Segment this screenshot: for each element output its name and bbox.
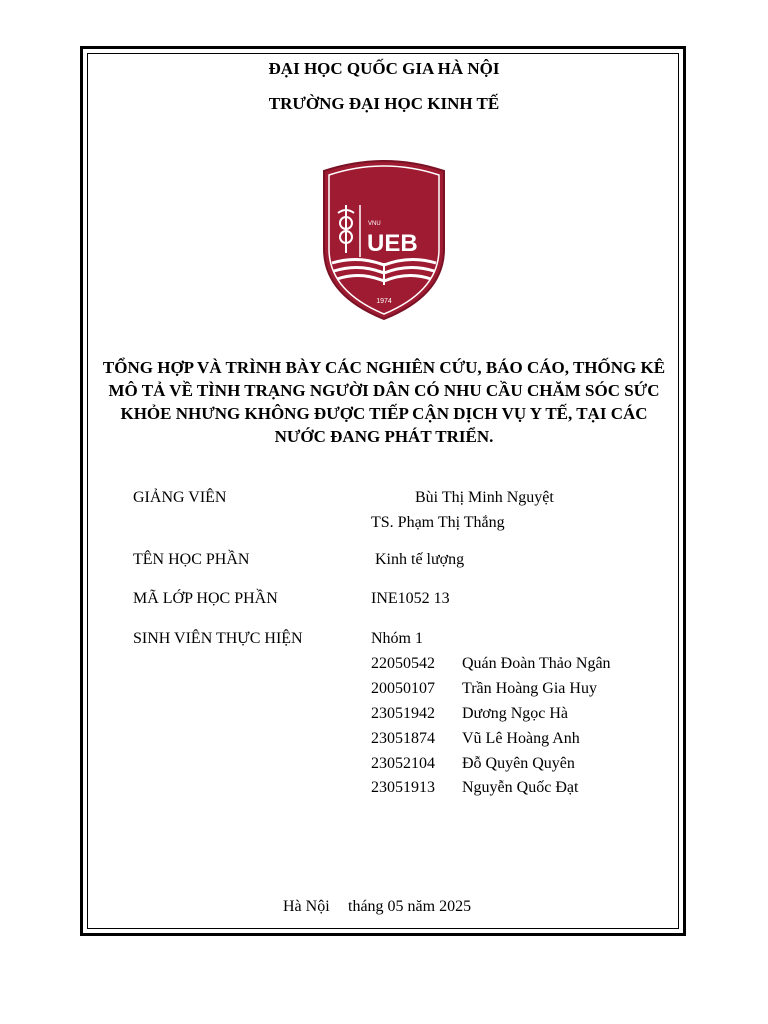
logo-vnu-text: VNU [368, 221, 381, 227]
logo-year-text: 1974 [376, 298, 392, 305]
school-name: TRƯỜNG ĐẠI HỌC KINH TẾ [268, 94, 500, 113]
student-id: 23052104 [371, 755, 435, 772]
student-name: Trần Hoàng Gia Huy [462, 680, 597, 697]
report-title [0, 356, 768, 448]
logo-ueb-text: UEB [367, 230, 418, 257]
title-line: MÔ TẢ VỀ TÌNH TRẠNG NGƯỜI DÂN CÓ NHU CẦU CHĂM SÓC SỨC [108, 381, 660, 400]
student-name: Quán Đoàn Thảo Ngân [462, 655, 611, 672]
university-name: ĐẠI HỌC QUỐC GIA HÀ NỘI [268, 59, 500, 78]
student-id: 23051942 [371, 705, 435, 722]
footer-date: tháng 05 năm 2025 [348, 898, 472, 915]
student-name: Dương Ngọc Hà [462, 705, 568, 722]
course-label: TÊN HỌC PHẦN [133, 551, 250, 568]
student-id: 23051874 [371, 730, 435, 747]
class-code-label: MÃ LỚP HỌC PHẦN [133, 590, 278, 607]
student-id: 22050542 [371, 655, 435, 672]
title-line: TỔNG HỢP VÀ TRÌNH BÀY CÁC NGHIÊN CỨU, BÁO CÁO, THỐNG KÊ [102, 358, 666, 377]
footer-place: Hà Nội [283, 898, 330, 915]
course-value: Kinh tế lượng [375, 551, 465, 568]
student-id: 23051913 [371, 779, 435, 796]
lecturer-name-1: Bùi Thị Minh Nguyệt [415, 489, 554, 506]
ueb-logo [320, 157, 448, 321]
student-name: Vũ Lê Hoàng Anh [462, 730, 580, 747]
title-line: KHỎE NHƯNG KHÔNG ĐƯỢC TIẾP CẬN DỊCH VỤ Y TẾ, TẠI CÁC [120, 404, 648, 423]
student-id: 20050107 [371, 680, 435, 697]
lecturer-name-2: TS. Phạm Thị Thắng [371, 514, 505, 531]
group-name: Nhóm 1 [371, 630, 423, 647]
class-code-value: INE1052 13 [371, 590, 450, 607]
students-label: SINH VIÊN THỰC HIỆN [133, 630, 303, 647]
title-line: NƯỚC ĐANG PHÁT TRIỂN. [274, 427, 494, 446]
student-name: Nguyễn Quốc Đạt [462, 779, 579, 796]
student-name: Đỗ Quyên Quyên [462, 755, 575, 772]
lecturer-label: GIẢNG VIÊN [133, 489, 227, 506]
